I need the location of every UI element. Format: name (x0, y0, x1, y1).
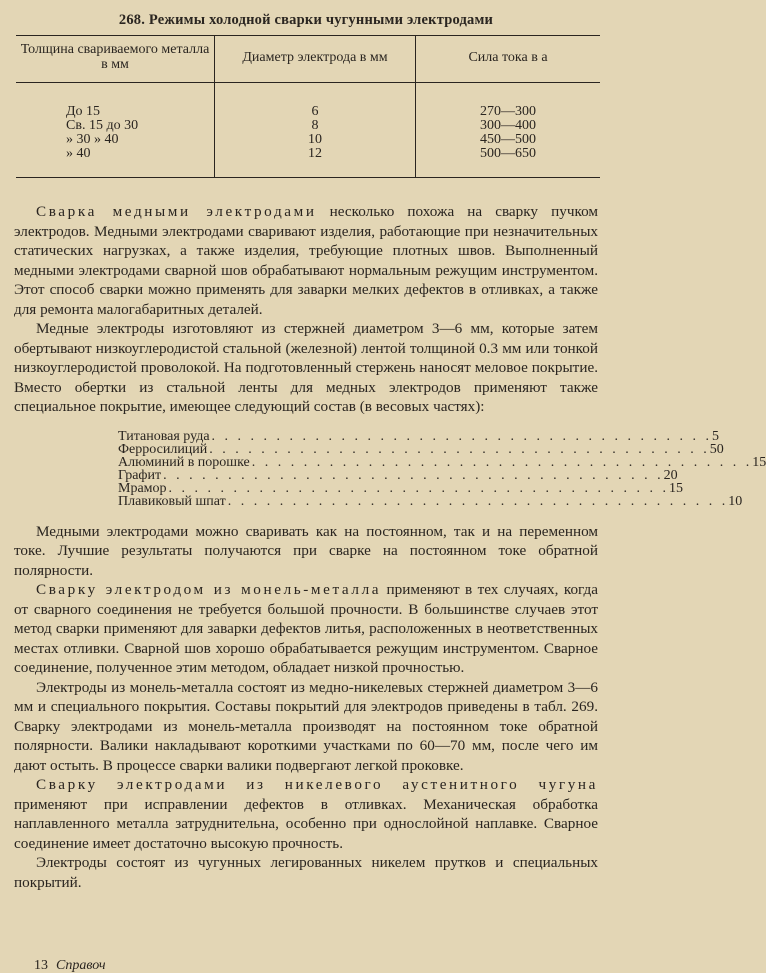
list-item (118, 467, 678, 483)
cell-current: 500—650 (416, 147, 601, 178)
component-value: 20 (663, 467, 678, 483)
page-footer (34, 958, 106, 973)
paragraph-nickel-iron-welding (14, 775, 598, 853)
table-row (16, 83, 600, 120)
component-value: 50 (709, 441, 724, 457)
header-diameter: Диаметр электрода в мм (215, 36, 416, 83)
spaced-lead-monel: Сварку электродом из монель-металла (36, 581, 382, 598)
spaced-lead-copper: Сварка медными электродами (36, 203, 317, 220)
component-value: 15 (752, 454, 766, 470)
coating-composition-list (118, 428, 766, 509)
component-name: Титановая руда (118, 428, 210, 444)
paragraph-copper-manufacture: Медные электроды изготовляют из стержней диаметром 3—6 мм, которые затем обертывают низкоуглеродистой стальной (железной) лентой толщиной 0.3 мм или тонкой низкоуглеродистой проволокой. На подготовленный стержень наносят меловое покрытие. Вместо обертки из стальной ленты для медных электродов применяют также специальное покрытие, имеющее следующий состав (в весовых частях): (14, 320, 598, 415)
paragraph-copper-electrodes (14, 202, 598, 319)
component-value: 15 (669, 480, 684, 496)
paragraph-text: применяют в тех случаях, когда от сварного соединения не требуется большой прочности. В большинстве случаев этот метод сварки применяют для заварки дефектов литья, расположенных в неответственных местах отливки. Сварной шов хорошо обрабатывается режущим инструментом. Сварное соединение, полученное этим методом, обладает низкой прочностью. (14, 581, 598, 676)
leader-dots: . . . . . . . . . . . . . . . . . . . . . . . . . . . . . . . . . . . . . . . (251, 454, 753, 470)
table-caption: 268. Режимы холодной сварки чугунными электродами (118, 12, 494, 28)
leader-dots: . . . . . . . . . . . . . . . . . . . . . . . . . . . . . . . . . . . . . . . (209, 441, 710, 457)
component-name: Графит (118, 467, 162, 483)
leader-dots: . . . . . . . . . . . . . . . . . . . . . . . . . . . . . . . . . . . . . . . (163, 467, 664, 483)
cell-thickness: » 40 (16, 147, 215, 178)
component-name: Мрамор (118, 480, 167, 496)
spaced-lead-nickel: Сварку электродами из никелевого аустенитного чугуна (36, 776, 598, 793)
table-row (16, 119, 600, 133)
paragraph-current-type: Медными электродами можно сваривать как на постоянном, так и на переменном токе. Лучшие результаты получаются при сварке на постоянном токе обратной полярности. (14, 522, 598, 579)
paragraph-text: несколько похожа на сварку пучком электродов. Медными электродами сваривают изделия, работающие при незначительных статических нагрузках, а также изделия, требующие плотных швов. Выполненный медными электродами сварной шов обрабатывают нормальным режущим инструментом. Этот способ сварки можно применять для заварки мелких дефектов в отливках, а также для ремонта малогабаритных деталей. (14, 203, 598, 318)
cell-diameter: 12 (215, 147, 416, 178)
table-header-row (16, 36, 600, 83)
list-item (118, 480, 684, 496)
cell-thickness: Св. 15 до 30 (66, 118, 139, 133)
component-value: 10 (728, 493, 743, 509)
body-text (14, 202, 766, 892)
list-item (118, 428, 720, 444)
component-name: Ферросилиций (118, 441, 208, 457)
leader-dots: . . . . . . . . . . . . . . . . . . . . . . . . . . . . . . . . . . . . . . . (211, 428, 713, 444)
list-item (118, 454, 766, 470)
cell-thickness: До 15 (66, 104, 101, 119)
component-value: 5 (712, 428, 720, 444)
header-current: Сила тока в a (416, 36, 601, 83)
leader-dots: . . . . . . . . . . . . . . . . . . . . . . . . . . . . . . . . . . . . . . . (227, 493, 729, 509)
component-name: Алюминий в порошке (118, 454, 250, 470)
cell-thickness: » 30 » 40 (66, 132, 119, 147)
welding-modes-table (16, 35, 600, 178)
list-item (118, 441, 724, 457)
cell-diameter: 6 (215, 83, 416, 120)
paragraph-text: применяют при исправлении дефектов в отливках. Механическая обработка наплавленного металла затруднительна, особенно при однослойной наплавке. Сварное соединение имеет достаточно высокую прочность. (14, 795, 598, 852)
table-row (16, 147, 600, 178)
leader-dots: . . . . . . . . . . . . . . . . . . . . . . . . . . . . . . . . . . . . . . . (168, 480, 670, 496)
table-row (16, 133, 600, 147)
cell-diameter: 10 (215, 133, 416, 147)
footer-note: Справоч (56, 958, 106, 973)
cell-current: 270—300 (416, 83, 601, 120)
cell-current: 450—500 (416, 133, 601, 147)
component-name: Плавиковый шпат (118, 493, 226, 509)
page-number: 13 (34, 958, 48, 973)
paragraph-monel-welding (14, 580, 598, 678)
paragraph-monel-electrodes: Электроды из монель-металла состоят из медно-никелевых стержней диаметром 3—6 мм и специального покрытия. Составы покрытий для электродов приведены в табл. 269. Сварку электродами из монель-металла производят на постоянном токе обратной полярности. Валики накладывают короткими участками по 60—70 мм, после чего им дают остыть. В процессе сварки валики подвергают легкой проковке. (14, 678, 598, 774)
paragraph-nickel-electrodes: Электроды состоят из чугунных легированных никелем прутков и специальных покрытий. (14, 854, 598, 891)
header-thickness: Толщина свариваемого металла в мм (16, 36, 215, 83)
cell-diameter: 8 (215, 119, 416, 133)
cell-current: 300—400 (416, 119, 601, 133)
list-item (118, 493, 743, 509)
